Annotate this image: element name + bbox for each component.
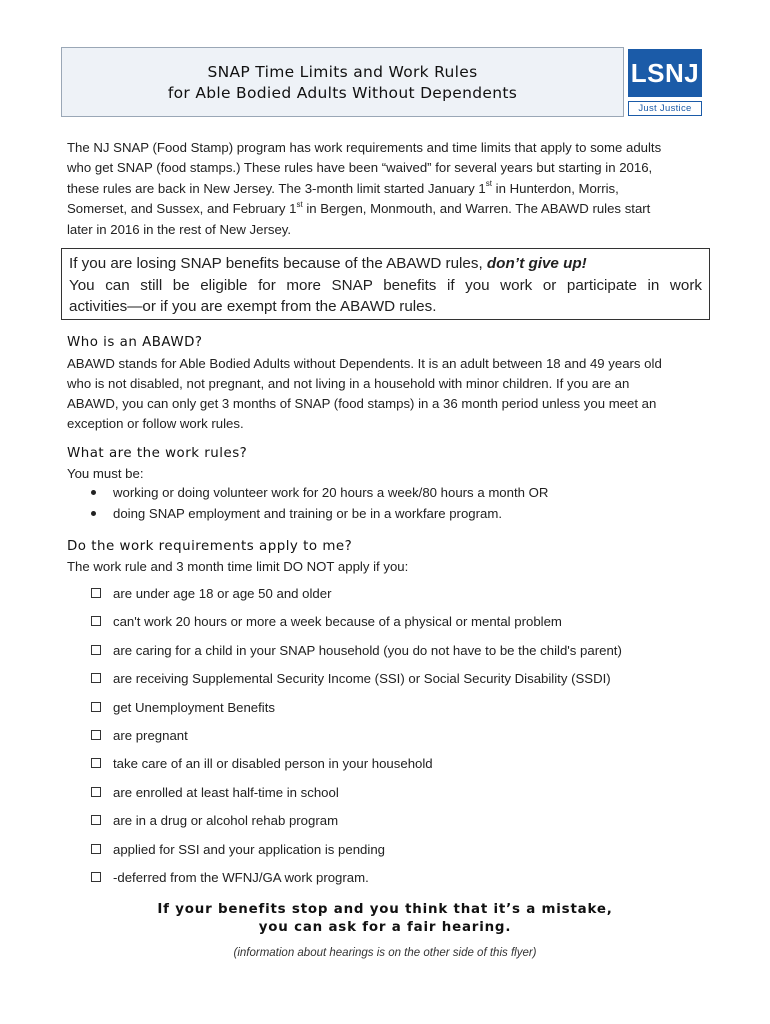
callout-line-3: activities—or if you are exempt from the ABAWD rules. [69,298,437,315]
checkbox-icon [91,588,101,598]
checklist-item[interactable]: take care of an ill or disabled person in your household [91,753,622,781]
abawd-definition: ABAWD stands for Able Bodied Adults without Dependents. It is an adult between 18 and 49 years old who is not disabled, not pregnant, and not living in a household with minor children. If you are an ABAWD, you can only get 3 months of SNAP (food stamps) in a 36 month period unless you meet an exception or follow work rules. [67,356,662,431]
callout-box [61,248,710,320]
callout-emphasis: don’t give up! [486,255,587,272]
closing-line-2: you can ask for a fair hearing. [258,920,512,935]
intro-line: Somerset, and Sussex, and February 1st in Bergen, Monmouth, and Warren. The ABAWD rules start [67,199,651,217]
checklist-item[interactable]: applied for SSI and your application is pending [91,839,622,867]
callout-line-1: If you are losing SNAP benefits because of the ABAWD rules, don’t give up! [69,255,587,272]
checklist-item[interactable]: get Unemployment Benefits [91,697,622,725]
lsnj-logo [628,49,702,117]
logo-tagline: Just Justice [628,101,702,116]
intro-line: later in 2016 in the rest of New Jersey. [67,221,292,237]
intro-line: these rules are back in New Jersey. The 3-month limit started January 1st in Hunterdon, Morris, [67,179,619,196]
intro-paragraph [67,138,707,240]
heading-work-rules: What are the work rules? [67,446,248,461]
checkbox-icon [91,730,101,740]
checkbox-icon [91,787,101,797]
checkbox-icon [91,872,101,882]
work-rules-intro: You must be: [67,466,144,481]
title-line-1: SNAP Time Limits and Work Rules [207,63,478,81]
exemption-checklist [91,583,622,895]
checkbox-icon [91,673,101,683]
checklist-item[interactable]: are receiving Supplemental Security Income (SSI) or Social Security Disability (SSDI) [91,668,622,696]
intro-line: The NJ SNAP (Food Stamp) program has work requirements and time limits that apply to some adults [67,140,662,155]
list-item: doing SNAP employment and training or be in a workfare program. [88,503,548,524]
checklist-item[interactable]: are pregnant [91,725,622,753]
checkbox-icon [91,758,101,768]
checklist-item[interactable]: are in a drug or alcohol rehab program [91,810,622,838]
hearing-note: (information about hearings is on the other side of this flyer) [233,947,537,959]
title-box [61,47,624,117]
apply-intro: The work rule and 3 month time limit DO NOT apply if you: [67,559,409,574]
logo-text: LSNJ [628,49,702,97]
closing-line-1: If your benefits stop and you think that it’s a mistake, [157,902,613,917]
heading-apply-to-me: Do the work requirements apply to me? [67,539,353,554]
heading-who-is-abawd: Who is an ABAWD? [67,335,203,350]
checkbox-icon [91,815,101,825]
checklist-item[interactable]: are enrolled at least half-time in school [91,782,622,810]
work-rules-list [88,482,548,524]
checklist-item[interactable]: are under age 18 or age 50 and older [91,583,622,611]
checkbox-icon [91,844,101,854]
checkbox-icon [91,616,101,626]
checkbox-icon [91,645,101,655]
checklist-item[interactable]: can't work 20 hours or more a week because of a physical or mental problem [91,611,622,639]
checkbox-icon [91,702,101,712]
intro-line: who get SNAP (food stamps.) These rules have been “waived” for several years but starting in 2016, [67,160,653,176]
bullet-icon [91,490,96,495]
callout-line-2: You can still be eligible for more SNAP benefits if you work or participate in work [69,276,702,294]
title-line-2: for Able Bodied Adults Without Dependents [167,84,518,102]
checklist-item[interactable]: -deferred from the WFNJ/GA work program. [91,867,622,895]
list-item: working or doing volunteer work for 20 hours a week/80 hours a month OR [88,482,548,503]
bullet-icon [91,511,96,516]
checklist-item[interactable]: are caring for a child in your SNAP household (you do not have to be the child's parent) [91,640,622,668]
